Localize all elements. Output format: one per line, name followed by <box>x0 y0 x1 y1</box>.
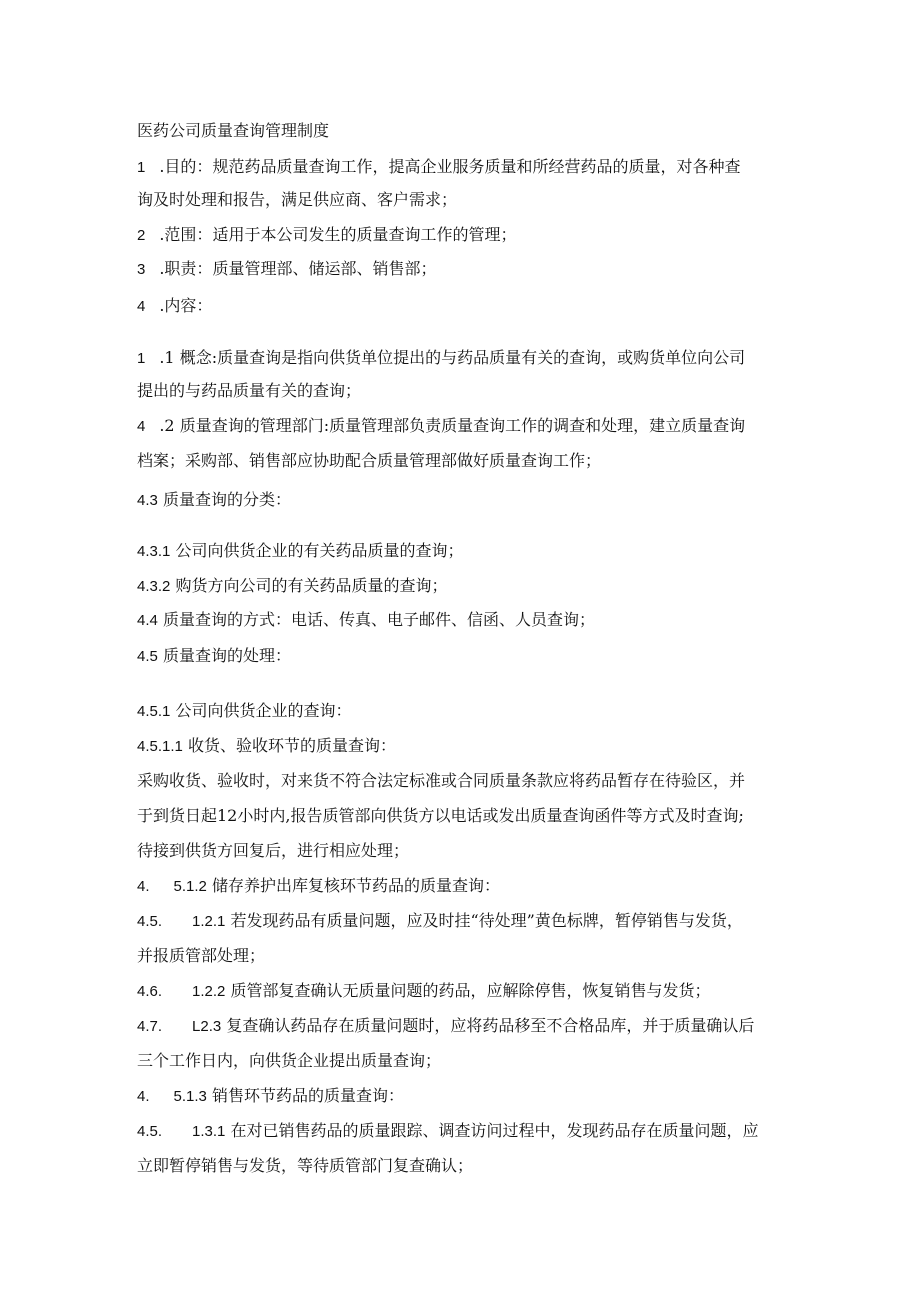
item-subnumber: L2.3 <box>192 1018 222 1035</box>
item-number: 4.4 <box>137 612 158 629</box>
item-heading: .目的： <box>159 157 213 176</box>
item-heading: .内容： <box>159 296 213 315</box>
item-subnumber: 1.2.1 <box>192 913 226 930</box>
item-text: 质量管理部、储运部、销售部； <box>212 259 437 278</box>
paragraph-4-3 <box>137 489 787 512</box>
item-text: 质量查询是指向供货单位提出的与药品质量有关的查询，或购货单位向公司 <box>217 348 746 367</box>
item-text: 购货方向公司的有关药品质量的查询； <box>175 576 448 595</box>
document-title: 医药公司质量查询管理制度 <box>137 121 330 140</box>
paragraph-4-2-line-2: 档案；采购部、销售部应协助配合质量管理部做好质量查询工作； <box>137 451 602 470</box>
item-text: 质量查询的处理： <box>162 646 291 665</box>
item-number: 4 <box>137 418 146 435</box>
paragraph-4-5-1-3-1-line-1 <box>137 1120 787 1143</box>
item-number: 4.5. <box>137 1123 163 1140</box>
body-line-1: 采购收货、验收时，对来货不符合法定标准或合同质量条款应将药品暂存在待验区，并 <box>137 771 746 790</box>
body-line-3: 待接到供货方回复后，进行相应处理； <box>137 841 410 860</box>
item-number: 4.3 <box>137 492 158 509</box>
paragraph-4-5 <box>137 645 787 668</box>
item-text: 储存养护出库复核环节药品的质量查询： <box>211 876 500 895</box>
item-number: 4.6. <box>137 983 163 1000</box>
paragraph-4-3-2 <box>137 575 787 598</box>
paragraph-4-5-1-3 <box>137 1085 787 1108</box>
paragraph-4-3-1 <box>137 540 787 563</box>
item-number: 4.7. <box>137 1018 163 1035</box>
item-number: 4.5. <box>137 913 163 930</box>
paragraph-4-6 <box>137 980 787 1003</box>
item-text: 公司向供货企业的有关药品质量的查询； <box>175 541 464 560</box>
paragraph-3 <box>137 258 787 281</box>
paragraph-1-line-2: 询及时处理和报告，满足供应商、客户需求； <box>137 190 458 209</box>
paragraph-4-2-line-1 <box>137 415 787 438</box>
item-number: 4.5.1.1 <box>137 738 183 755</box>
item-text: 收货、验收环节的质量查询： <box>187 736 396 755</box>
item-heading: .职责： <box>159 259 213 278</box>
paragraph-4-5-1-1 <box>137 735 787 758</box>
paragraph-4 <box>137 295 787 318</box>
item-text: 销售环节药品的质量查询： <box>211 1086 404 1105</box>
item-number: 1 <box>137 350 146 367</box>
item-number: 3 <box>137 261 146 278</box>
item-heading: .2 质量查询的管理部门: <box>159 416 330 435</box>
paragraph-1-line-1 <box>137 156 787 179</box>
item-number: 4.3.1 <box>137 543 171 560</box>
paragraph-4-7-line-2: 三个工作日内，向供货企业提出质量查询； <box>137 1051 442 1070</box>
item-text: 适用于本公司发生的质量查询工作的管理； <box>212 225 517 244</box>
item-text: 质量查询的分类： <box>162 490 291 509</box>
paragraph-4-1-line-2: 提出的与药品质量有关的查询； <box>137 381 362 400</box>
item-subnumber: 1.2.2 <box>192 983 226 1000</box>
paragraph-4-7-line-1 <box>137 1015 787 1038</box>
item-text: 公司向供货企业的查询： <box>175 701 352 720</box>
item-text: 质管部复查确认无质量问题的药品，应解除停售，恢复销售与发货； <box>230 981 711 1000</box>
item-heading: .范围： <box>159 225 213 244</box>
item-subnumber: 5.1.2 <box>173 878 207 895</box>
item-number: 4.5 <box>137 648 158 665</box>
item-number: 4.5.1 <box>137 703 171 720</box>
item-text: 若发现药品有质量问题，应及时挂“待处理”黄色标牌，暂停销售与发货， <box>230 911 743 930</box>
paragraph-4-4 <box>137 609 787 632</box>
item-text: 在对已销售药品的质量跟踪、调查访问过程中，发现药品存在质量问题，应 <box>230 1121 759 1140</box>
paragraph-4-1-line-1 <box>137 347 787 370</box>
item-text: 复查确认药品存在质量问题时，应将药品移至不合格品库，并于质量确认后 <box>226 1016 755 1035</box>
paragraph-4-5-1-2 <box>137 875 787 898</box>
paragraph-4-5-1-2-1-line-2: 并报质管部处理； <box>137 946 266 965</box>
item-number: 1 <box>137 159 146 176</box>
paragraph-4-5-1-3-1-line-2: 立即暂停销售与发货，等待质管部门复查确认； <box>137 1156 474 1175</box>
item-number: 2 <box>137 227 146 244</box>
item-heading: .1 概念: <box>159 348 218 367</box>
item-text: 质量查询的方式：电话、传真、电子邮件、信函、人员查询； <box>162 610 595 629</box>
paragraph-4-5-1 <box>137 700 787 723</box>
item-subnumber: 5.1.3 <box>173 1088 207 1105</box>
body-line-2: 于到货日起12小时内,报告质管部向供货方以电话或发出质量查询函件等方式及时查询; <box>137 806 744 825</box>
item-number: 4.3.2 <box>137 578 171 595</box>
item-text: 规范药品质量查询工作，提高企业服务质量和所经营药品的质量，对各种查 <box>212 157 741 176</box>
item-number: 4 <box>137 298 146 315</box>
item-subnumber: 1.3.1 <box>192 1123 226 1140</box>
item-text: 质量管理部负责质量查询工作的调查和处理，建立质量查询 <box>329 416 746 435</box>
paragraph-2 <box>137 224 787 247</box>
paragraph-4-5-1-2-1-line-1 <box>137 910 787 933</box>
item-number: 4. <box>137 878 150 895</box>
item-number: 4. <box>137 1088 150 1105</box>
